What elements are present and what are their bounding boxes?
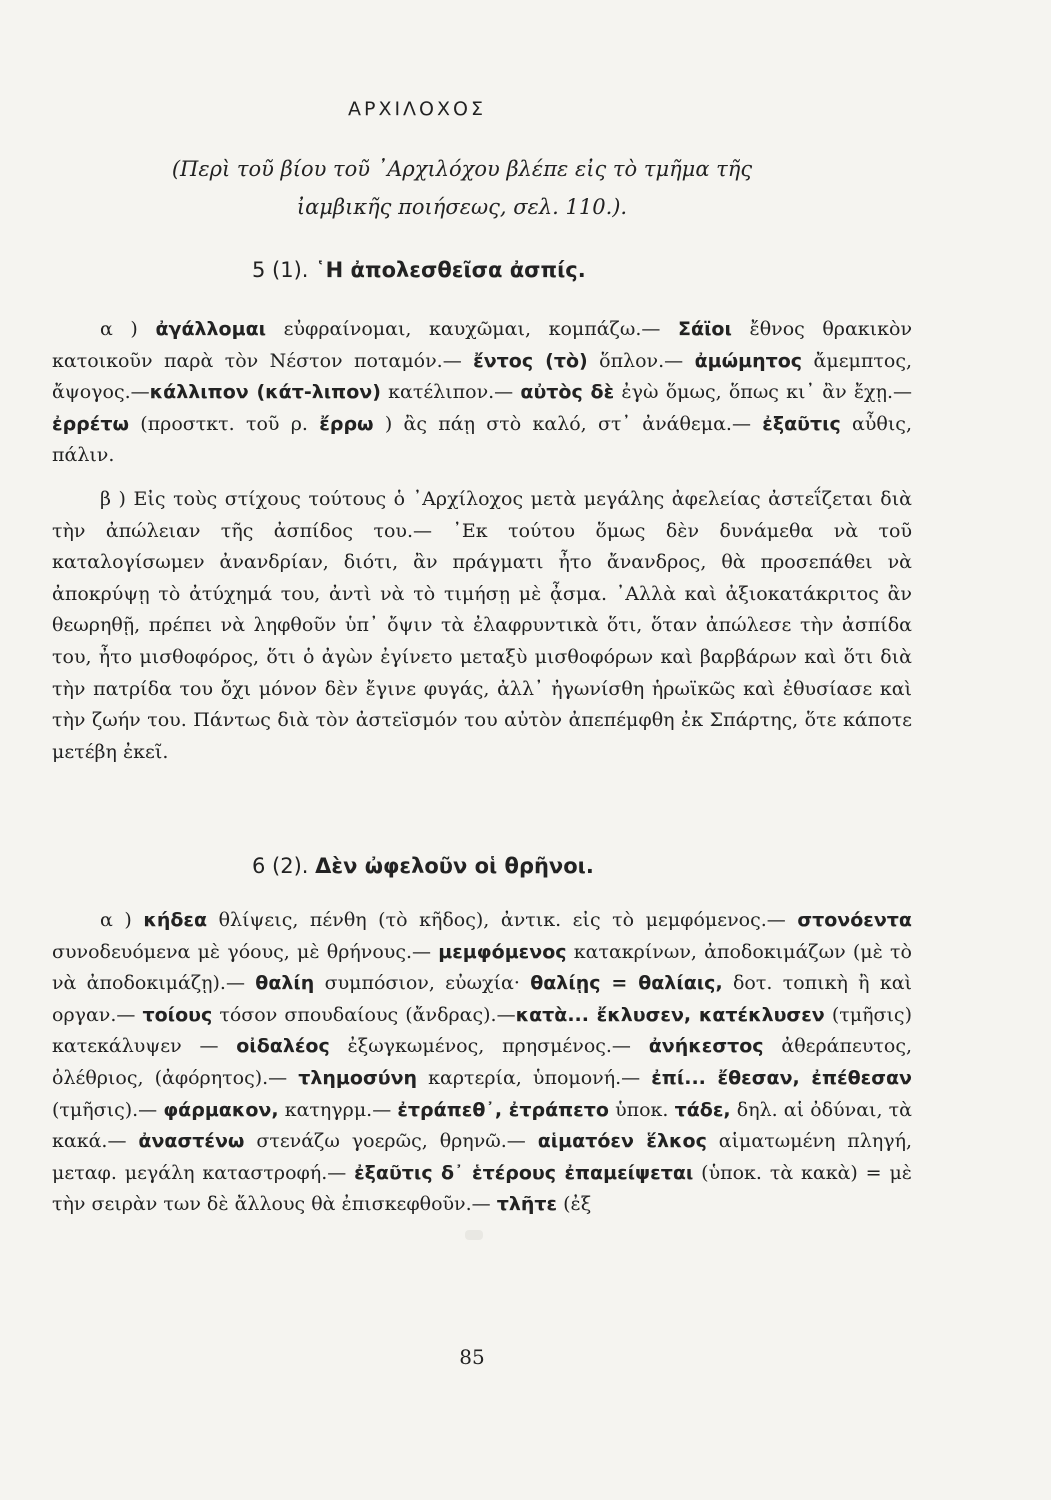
section-6-title: Δὲν ὠφελοῦν οἱ θρῆνοι. (315, 854, 594, 878)
section-5-gloss-text: κατέλιπον.— (380, 381, 521, 404)
section-5-gloss-text: ) ἂς πάῃ στὸ καλό, στ᾿ ἀνάθεμα.— (373, 412, 763, 435)
section-6-gloss-text: ὑποκ. (608, 1098, 675, 1121)
paper-mark (465, 1230, 483, 1240)
section-5-gloss-term: κάλλιπον (κάτ-λιπον) (149, 381, 381, 404)
section-6-gloss-text: α ) (100, 909, 144, 931)
section-5-gloss-term: ἔντος (τὸ) (473, 349, 588, 372)
section-6-gloss-term: κατὰ... ἔκλυσεν, κατέκλυσεν (515, 1003, 825, 1026)
section-6-gloss-text: (ὑποκ. τὰ κακὰ) = μὲ τὴν σειρὰν των δὲ ἄλλους θὰ ἐπισκεφθοῦν.— (52, 1161, 912, 1216)
section-6-gloss-term: ἐτράπεθ᾿, ἐτράπετο (397, 1098, 609, 1121)
section-5-gloss-term: ἐξαῦτις (762, 412, 841, 435)
section-5-gloss-text: εὐφραίνομαι, καυχῶμαι, κομπάζω.— (266, 318, 678, 340)
section-6-gloss-term: τλῆτε (496, 1193, 558, 1216)
section-6-gloss-term: ἐξαῦτις δ᾿ ἑτέρους ἐπαμείψεται (354, 1161, 694, 1184)
section-6-para-a (52, 905, 912, 1221)
section-5-gloss-text: ὅπλον.— (587, 349, 695, 372)
section-6-gloss-term: μεμφόμενος (438, 940, 567, 963)
section-6-gloss-text: ἀθεράπευτος, ὀλέθριος, (ἀφόρητος).— (52, 1035, 912, 1089)
section-6-gloss-text: θλίψεις, πένθη (τὸ κῆδος), ἀντικ. εἰς τὸ μεμφόμενος.— (207, 909, 798, 931)
section-6-number: 6 (2). (252, 854, 309, 878)
section-6-gloss-text: αἱματωμένη πληγή, μεταφ. μεγάλη καταστροφή.— (52, 1130, 912, 1184)
page-number: 85 (459, 1345, 485, 1369)
section-5-gloss-text: ἄμεμπτος, ἄψογος.— (52, 349, 913, 404)
section-6-gloss-text: κατακρίνων, ἀποδοκιμάζων (μὲ τὸ νὰ ἀποδοκιμάζῃ).— (52, 940, 912, 995)
section-5-gloss-text: (προστκτ. τοῦ ρ. (129, 412, 320, 435)
section-5-gloss-term: αὐτὸς δὲ (520, 381, 615, 404)
section-6-gloss-term: τοίους (142, 1003, 213, 1026)
section-6-gloss-term: ἀναστένω (138, 1130, 245, 1153)
section-5-gloss-term: ἐρρέτω (52, 412, 129, 435)
section-6-gloss-text: συμπόσιον, εὐωχία· (314, 972, 531, 995)
section-6-gloss-text: τόσον σπουδαίους (ἄνδρας).— (212, 1003, 516, 1026)
section-5-para-a (52, 314, 912, 472)
section-6-gloss-term: οἰδαλέος (236, 1035, 330, 1058)
document-page (52, 0, 912, 1500)
section-6-gloss-text: κατηγρμ.— (278, 1098, 398, 1121)
section-6-gloss-term: θαλίῃς = θαλίαις, (530, 972, 723, 995)
section-5-heading (252, 258, 586, 282)
section-6-gloss-term: αἱματόεν ἕλκος (537, 1130, 707, 1153)
section-5-gloss-text: α ) (100, 318, 156, 340)
section-6-gloss-text: στενάζω γοερῶς, θρηνῶ.— (244, 1130, 538, 1153)
section-6-gloss-term: τλημοσύνη (298, 1066, 418, 1089)
section-6-gloss-text: δοτ. τοπικὴ ἢ καὶ οργαν.— (52, 972, 912, 1026)
section-5-gloss-term: ἀγάλλομαι (155, 318, 267, 340)
section-6-gloss-term: φάρμακον, (163, 1098, 279, 1121)
intro-note: (Περὶ τοῦ βίου τοῦ ᾿Αρχιλόχου βλέπε εἰς τὸ τμῆμα τῆς ἰαμβικῆς ποιήσεως, σελ. 110.). (171, 157, 753, 219)
section-5-gloss-text: ἔθνος θρακικὸν κατοικοῦν παρὰ τὸν Νέστον ποταμόν.— (52, 318, 912, 372)
section-5-gloss-term: Σάϊοι (678, 318, 732, 340)
section-6-gloss-text: (τμῆσις) κατεκάλυψεν — (52, 1003, 912, 1058)
section-6-gloss-term: ἀνήκεστος (648, 1035, 764, 1058)
section-5-gloss-text: ἐγὼ ὅμως, ὅπως κι᾿ ἂν ἔχῃ.— (614, 381, 912, 404)
section-6-gloss-text: ἐξωγκωμένος, πρησμένος.— (329, 1035, 649, 1058)
section-6-gloss-term: στονόεντα (797, 909, 912, 931)
section-6-heading (252, 854, 594, 878)
section-5-gloss-text: αὖθις, πάλιν. (52, 412, 912, 467)
section-5-para-b: β ) Εἰς τοὺς στίχους τούτους ὁ ᾿Αρχίλοχος μετὰ μεγάλης ἀφελείας ἀστεΐζεται διὰ τὴν ἀπώλειαν τῆς ἀσπίδος του.— ᾿Εκ τούτου ὅμως δὲν δυνάμεθα νὰ τοῦ καταλογίσωμεν ἀνανδρίαν, διότι, ἂν πράγματι ἦτο ἄνανδρος, θὰ προσεπάθει νὰ ἀποκρύψῃ τὸ ἀτύχημά του, ἀντὶ νὰ τὸ τιμήσῃ μὲ ᾆσμα. ᾿Αλλὰ καὶ ἀξιοκατάκριτος ἂν θεωρηθῇ, πρέπει νὰ ληφθοῦν ὑπ᾿ ὄψιν τὰ ἐλαφρυντικὰ ὅτι, ὅταν ἀπώλεσε τὴν ἀσπίδα του, ἦτο μισθοφόρος, ὅτι ὁ ἀγὼν ἐγίνετο μεταξὺ μισθοφόρων καὶ βαρβάρων καὶ ὅτι διὰ τὴν πατρίδα του ὄχι μόνον δὲν ἔγινε φυγάς, ἀλλ᾿ ἠγωνίσθη ἡρωϊκῶς καὶ ἐθυσίασε καὶ τὴν ζωήν του. Πάντως διὰ τὸν ἀστεϊσμόν του αὐτὸν ἀπεπέμφθη ἐκ Σπάρτης, ὅτε κάποτε μετέβη ἐκεῖ. (52, 488, 912, 763)
section-6-gloss-term: κήδεα (143, 909, 208, 931)
section-6-gloss-text: (ἐξ (557, 1193, 592, 1216)
section-5-gloss-term: ἔρρω (319, 412, 374, 435)
section-5-title: ῾Η ἀπολεσθεῖσα ἀσπίς. (315, 258, 586, 282)
section-5-gloss-term: ἀμώμητος (694, 349, 803, 372)
section-6-gloss-term: θαλίη (255, 972, 315, 995)
section-6-gloss-text: (τμῆσις).— (52, 1098, 164, 1121)
section-6-gloss-term: τάδε, (674, 1098, 731, 1121)
section-6-gloss-text: δηλ. αἱ ὀδύναι, τὰ κακά.— (52, 1098, 912, 1153)
section-6-gloss-term: ἐπί... ἔθεσαν, ἐπέθεσαν (651, 1066, 912, 1089)
section-6-gloss-text: συνοδευόμενα μὲ γόους, μὲ θρήνους.— (52, 940, 439, 963)
page-title: ΑΡΧΙΛΟΧΟΣ (347, 98, 486, 120)
section-5-number: 5 (1). (252, 258, 309, 282)
section-6-gloss-text: καρτερία, ὑπομονή.— (417, 1066, 652, 1089)
